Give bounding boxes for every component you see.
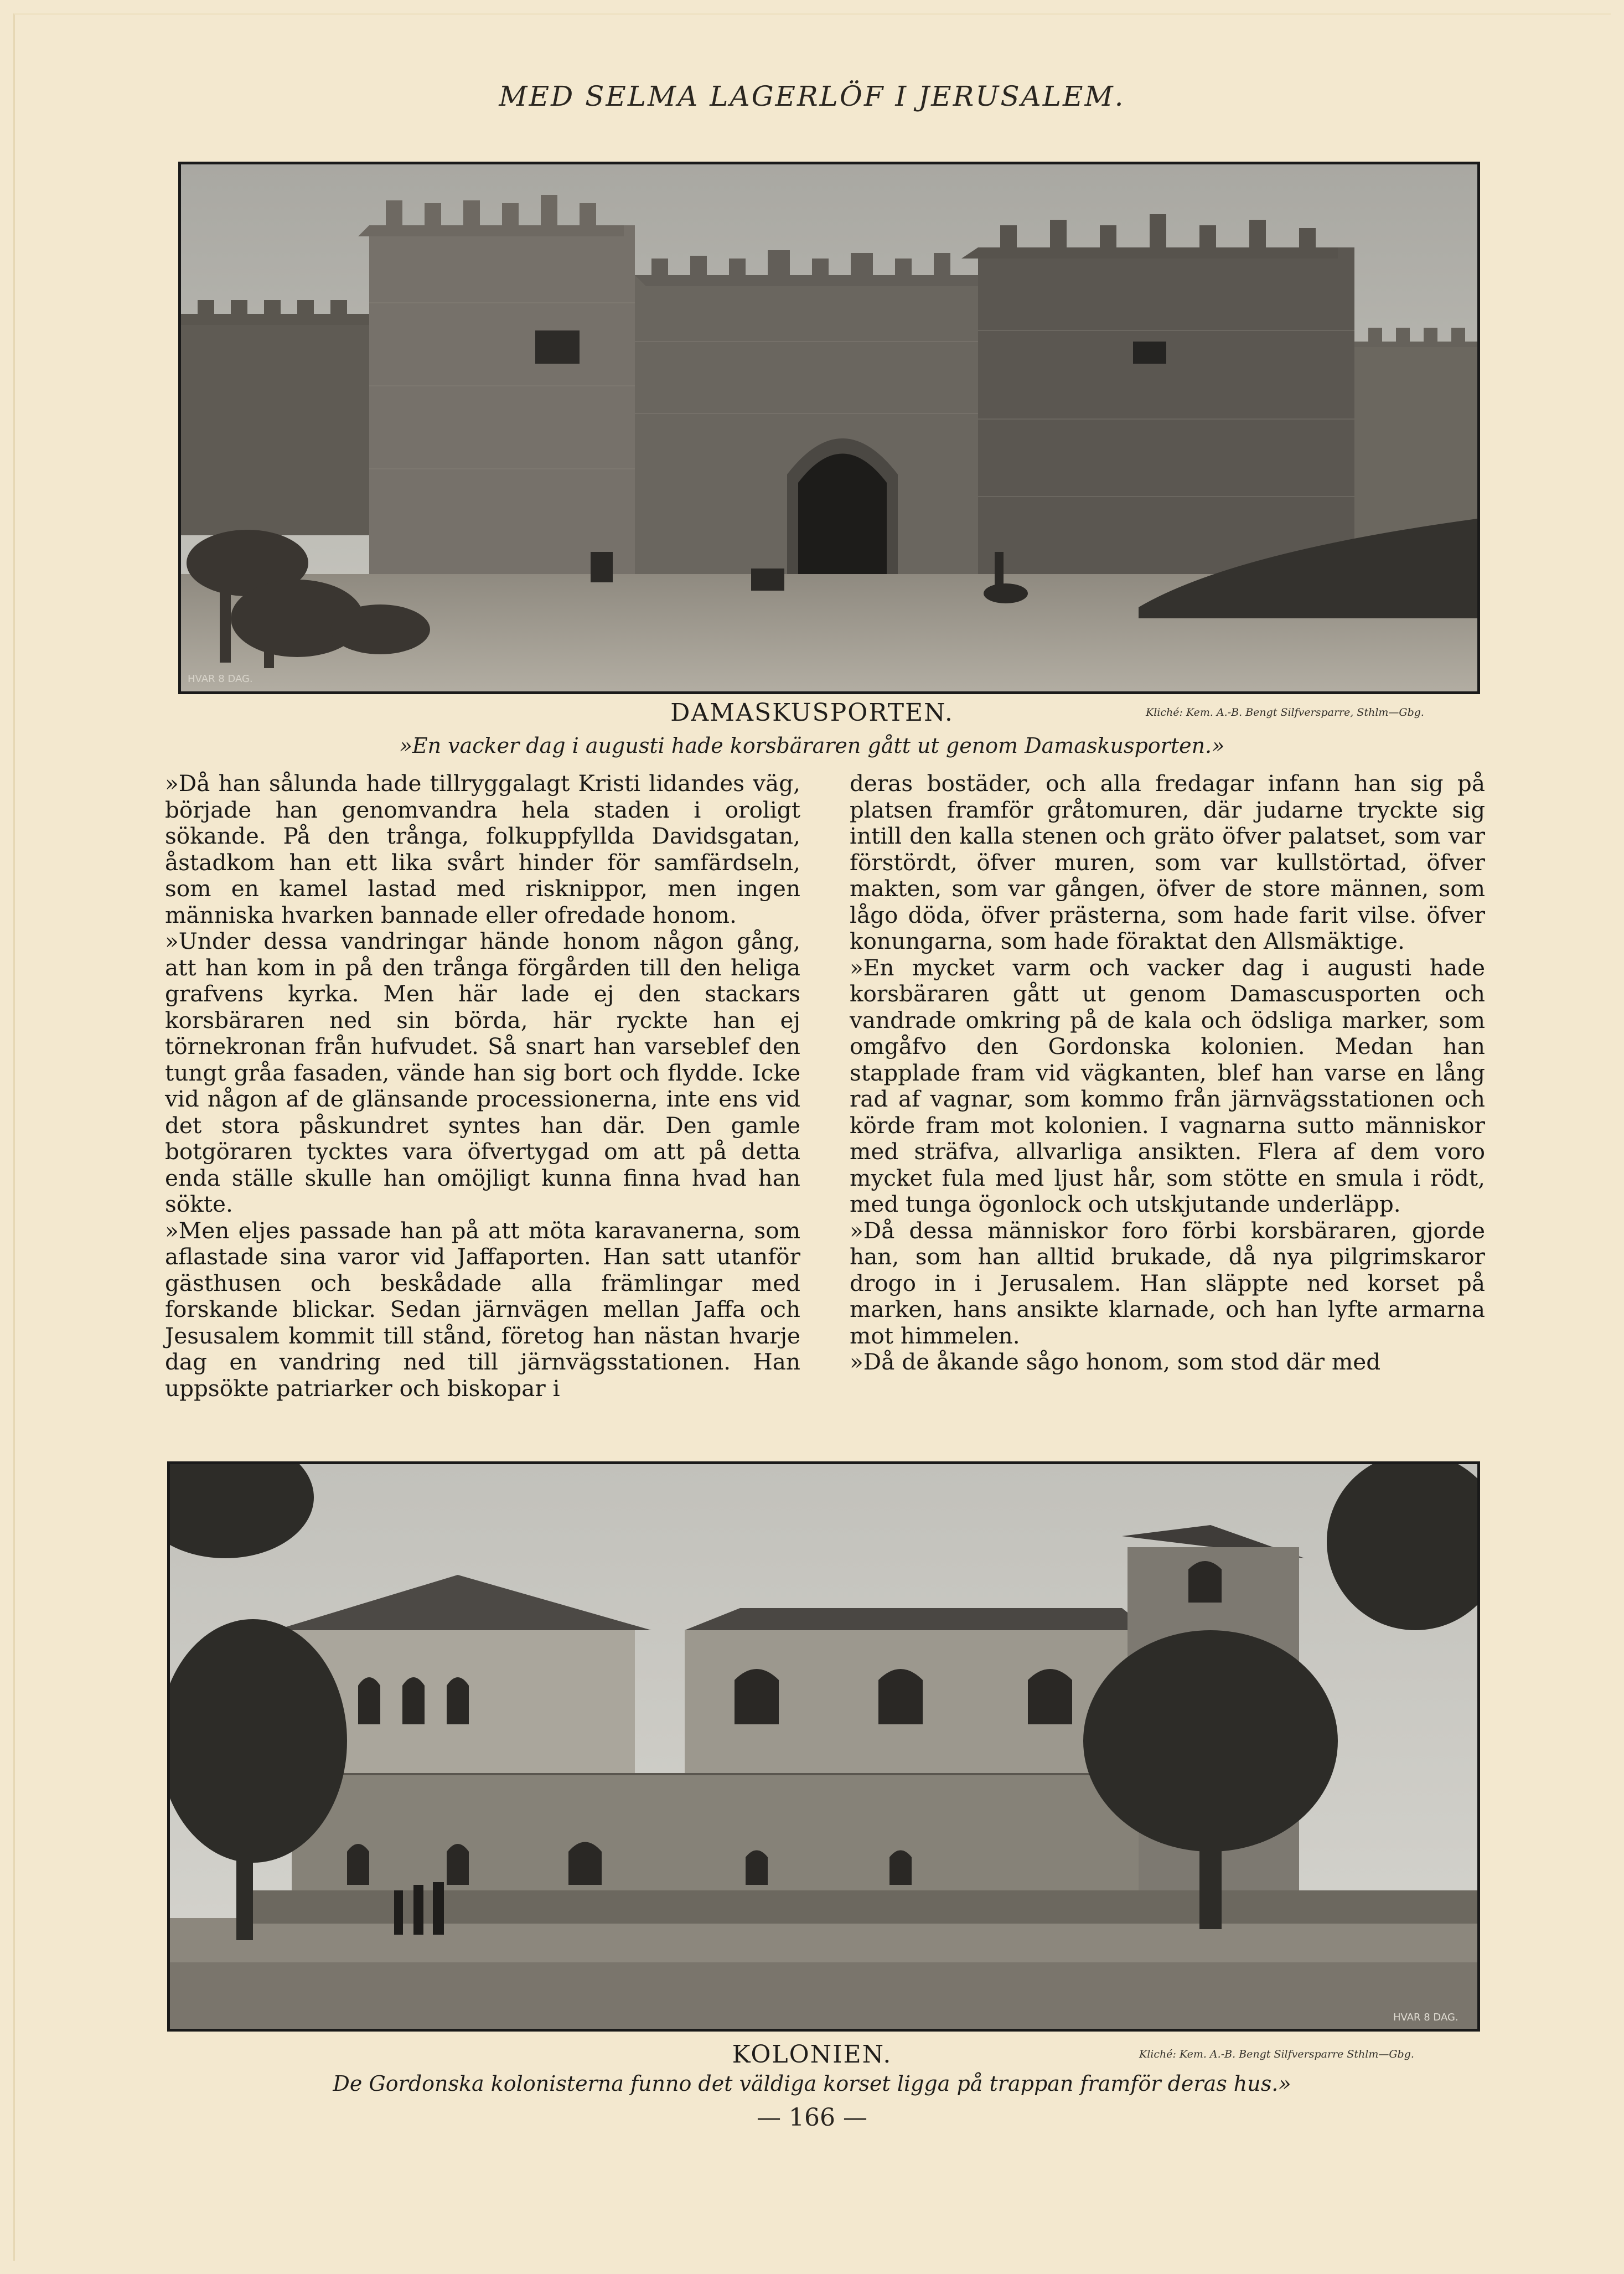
right-paragraph-3: »Då dessa människor foro förbi korsbäraren, gjorde han, som han alltid brukade, då nya pilgrimskaror drogo in i Jerusalem. Han släppte ned korset på marken, hans ansikte klarnade, och han lyfte armarna mot himmelen. — [850, 1217, 1485, 1349]
figure-top-quote: »En vacker dag i augusti hade korsbäraren gått ut genom Damaskusporten.» — [399, 733, 1225, 758]
left-paragraph-2: »Under dessa vandringar hände honom någon gång, att han kom in på den trånga förgården till den heliga grafvens kyrka. Men här lade ej den stackars korsbäraren ned sin börda, här ryckte han ej törnekronan från hufvudet. Så snart han varseblef den tungt gråa fasaden, vände han sig bort och flydde. Icke vid någon af de glänsande processionerna, inte ens vid det stora påskundret syntes han där. Den gamle botgöraren tycktes vara öfvertygad om att på detta enda ställe skulle han omöjligt kunna finna hvad han sökte. — [165, 928, 800, 1217]
figure-bottom-credit: Kliché: Kem. A.-B. Bengt Silfversparre Sthlm—Gbg. — [1139, 2048, 1414, 2060]
figure-bottom-title: KOLONIEN. — [732, 2040, 892, 2069]
figure-top-title: DAMASKUSPORTEN. — [670, 699, 954, 727]
damascus-gate-photo — [178, 162, 1480, 694]
page-number: — 166 — — [757, 2104, 867, 2132]
right-paragraph-2: »En mycket varm och vacker dag i augusti hade korsbäraren gått ut genom Damascusporten och vandrade omkring på de kala och ödsliga marker, som omgåfvo den Gordonska kolonien. Medan han stapplade fram vid vägkanten, blef han varse en lång rad af vagnar, som kommo från järnvägsstationen och körde fram mot kolonien. I vagnarna sutto människor med sträfva, allvarliga ansikten. Flera af dem voro mycket fula med ljust hår, som stötte en smula i rödt, med tunga ögonlock och utskjutande underläpp. — [850, 954, 1485, 1217]
colony-photo — [167, 1461, 1480, 2032]
figure-top-credit: Kliché: Kem. A.-B. Bengt Silfversparre, Sthlm—Gbg. — [1146, 706, 1424, 719]
left-text-column — [165, 771, 800, 1402]
colony-photo-watermark: HVAR 8 DAG. — [1393, 2012, 1459, 2023]
right-text-column — [850, 771, 1485, 1376]
gate-photo-watermark: HVAR 8 DAG. — [188, 673, 253, 685]
figure-bottom-quote: De Gordonska kolonisterna funno det väldiga korset ligga på trappan framför deras hus.» — [333, 2071, 1291, 2096]
right-paragraph-1: deras bostäder, och alla fredagar infann han sig på platsen framför gråtomuren, där judarne tryckte sig intill den kalla stenen och gräto öfver palatset, som var förstördt, öfver muren, som var kullstörtad, öfver makten, som var gången, öfver de store männen, som lågo döda, öfver prästerna, som hade farit vilse. öfver konungarna, som hade föraktat den Allsmäktige. — [850, 770, 1485, 954]
damascus-gate-illustration — [181, 164, 1477, 691]
right-paragraph-4: »Då de åkande sågo honom, som stod där med — [850, 1348, 1381, 1375]
left-paragraph-1: »Då han sålunda hade tillryggalagt Kristi lidandes väg, började han genomvandra hela staden i oroligt sökande. På den trånga, folkuppfyllda Davidsgatan, åstadkom han ett lika svårt hinder för samfärdseln, som en kamel lastad med risknippor, men ingen människa hvarken bannade eller ofredade honom. — [165, 770, 800, 928]
left-paragraph-3: »Men eljes passade han på att möta karavanerna, som aflastade sina varor vid Jaffaporten. Han satt utanför gästhusen och beskådade alla främlingar med forskande blickar. Sedan järnvägen mellan Jaffa och Jesusalem kommit till stånd, företog han nästan hvarje dag en vandring ned till järnvägsstationen. Han uppsökte patriarker och biskopar i — [165, 1217, 800, 1402]
running-head: MED SELMA LAGERLÖF I JERUSALEM. — [499, 80, 1125, 112]
colony-illustration — [170, 1464, 1477, 2029]
